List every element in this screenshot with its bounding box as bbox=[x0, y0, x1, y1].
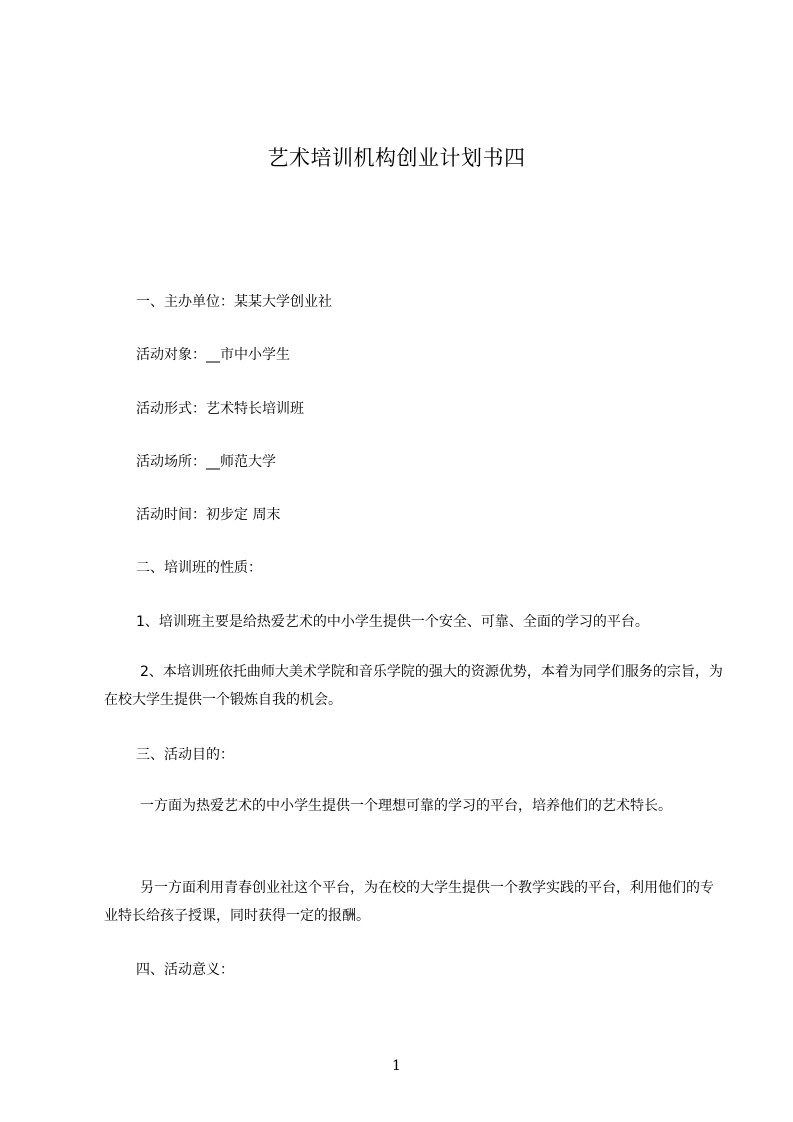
venue-line: 活动场所：__师范大学 bbox=[136, 454, 276, 470]
form-line: 活动形式：艺术特长培训班 bbox=[136, 401, 304, 417]
section-heading-nature: 二、培训班的性质： bbox=[136, 560, 262, 576]
section-heading-purpose: 三、活动目的： bbox=[136, 747, 234, 763]
page-number: 1 bbox=[392, 1058, 401, 1074]
purpose-paragraph-2: 另一方面利用青春创业社这个平台，为在校的大学生提供一个教学实践的平台，利用他们的专业特长给孩子授课，同时获得一定的报酬。 bbox=[104, 880, 714, 924]
document-title: 艺术培训机构创业计划书四 bbox=[267, 146, 526, 170]
time-line: 活动时间：初步定 周末 bbox=[136, 507, 281, 523]
purpose-paragraph-1: 一方面为热爱艺术的中小学生提供一个理想可靠的学习的平台，培养他们的艺术特长。 bbox=[140, 798, 672, 814]
nature-item-2: 2、本培训班依托曲师大美术学院和音乐学院的强大的资源优势，本着为同学们服务的宗旨，为在校大学生提供一个锻炼自我的机会。 bbox=[104, 664, 723, 708]
section-heading-significance: 四、活动意义： bbox=[136, 962, 234, 978]
organizer-line: 一、主办单位：某某大学创业社 bbox=[136, 294, 332, 310]
nature-item-1: 1、培训班主要是给热爱艺术的中小学生提供一个安全、可靠、全面的学习的平台。 bbox=[136, 614, 649, 630]
target-line: 活动对象：__市中小学生 bbox=[136, 347, 290, 363]
